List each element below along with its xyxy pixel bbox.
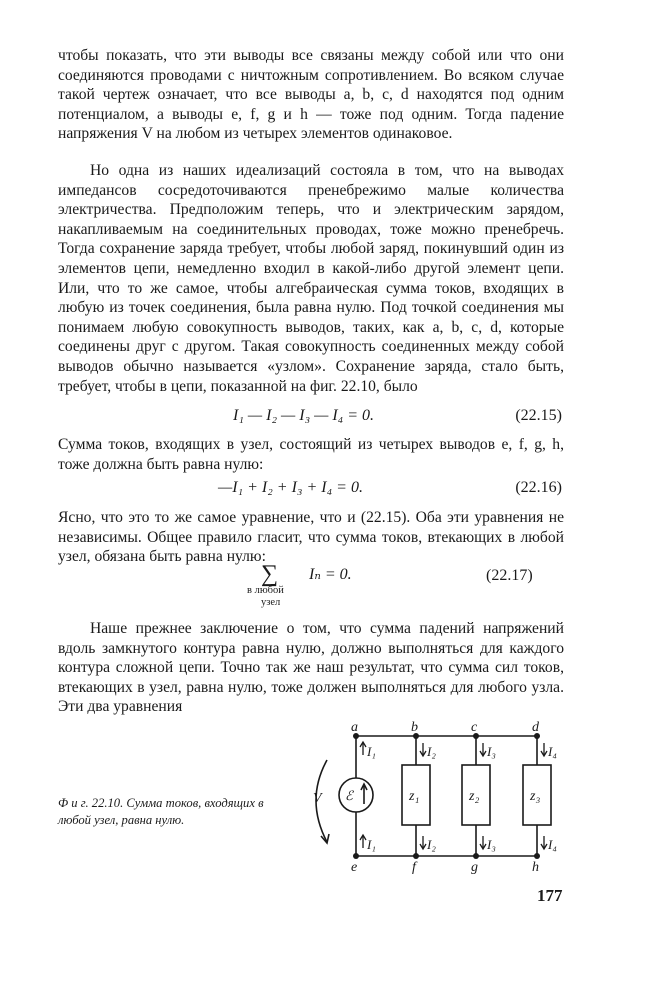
summation-subscript-line1: в любой [247, 585, 284, 596]
equation-22-16-expr: —I₁ + I₂ + I₃ + I₄ = 0. [218, 479, 363, 496]
summation-sign: ∑ [261, 561, 279, 587]
impedance-label-z2: z₂ [469, 789, 480, 804]
current-label-top-2: I₂ [427, 744, 436, 759]
node-label-c: c [471, 720, 478, 735]
page-number: 177 [537, 886, 563, 905]
node-label-d: d [532, 720, 539, 735]
figure-caption: Ф и г. 22.10. Сумма токов, входящих в любой узел, равна нулю. [58, 796, 264, 827]
current-label-top-3: I₃ [487, 744, 496, 759]
current-label-bottom-2: I₂ [427, 837, 436, 852]
node-label-a: a [351, 720, 358, 735]
equation-22-15-number: (22.15) [515, 407, 562, 424]
current-label-bottom-4: I₄ [548, 837, 557, 852]
paragraph-1: чтобы показать, что эти выводы все связаны между собой или что они соединяются проводами с ничтожным сопротивлением. Во всяком случае такой чертеж означает, что все выводы a, b, c, d находятся под одним потенциалом, а выводы e, f, g и h — тоже под одним. Тогда падение напряжения V на любом из четырех элементов одинаковое. [58, 47, 564, 143]
node-h [534, 853, 540, 859]
current-label-bottom-1: I₁ [367, 837, 376, 852]
paragraph-2: Но одна из наших идеализаций состояла в том, что на выводах импедансов сосредоточиваются пренебрежимо малые количества электричества. Предположим теперь, что и электрическим зарядом, накапливаемым на соединительных проводах, тоже можно пренебречь. Тогда сохранение заряда требует, чтобы любой заряд, покинувший один из элементов цепи, немедленно входил в какой-либо другой элемент цепи. Или, что то же самое, чтобы алгебраическая сумма токов, входящих в любую из точек соединения, была равна нулю. Под точкой соединения мы понимаем любую совокупность выводов, таких, как a, b, c, d, которые соединены друг с другом. Такая совокупность соединенных между собой выводов обычно называется «узлом». Сохранение заряда, стало быть, требует, чтобы в цепи, показанной на фиг. 22.10, было [58, 162, 564, 395]
node-label-b: b [411, 720, 418, 735]
node-f [413, 853, 419, 859]
summation-subscript-line2: узел [261, 597, 281, 608]
current-label-top-4: I₄ [548, 744, 557, 759]
node-label-h: h [532, 860, 539, 875]
source-symbol: ℰ [345, 788, 353, 803]
node-g [473, 853, 479, 859]
impedance-label-z3: z₃ [530, 789, 541, 804]
paragraph-3: Сумма токов, входящих в узел, состоящий из четырех выводов e, f, g, h, тоже должна быть равна нулю: [58, 436, 564, 473]
equation-22-16-number: (22.16) [515, 479, 562, 496]
current-label-bottom-3: I₃ [487, 837, 496, 852]
equation-22-17-expr: Iₙ = 0. [309, 566, 352, 583]
equation-22-15-expr: I₁ — I₂ — I₃ — I₄ = 0. [233, 407, 375, 424]
node-e [353, 853, 359, 859]
current-label-top-1: I₁ [367, 744, 376, 759]
impedance-label-z1: z₁ [409, 789, 420, 804]
voltage-label: V [313, 791, 322, 806]
node-label-f: f [412, 860, 416, 875]
paragraph-4: Ясно, что это то же самое уравнение, что и (22.15). Оба эти уравнения не независимы. Общее правило гласит, что сумма токов, втекающих в любой узел, обязана быть равна нулю: [58, 509, 564, 566]
equation-22-17-number: (22.17) [486, 567, 533, 584]
paragraph-5: Наше прежнее заключение о том, что сумма падений напряжений вдоль замкнутого контура равна нулю, должно выполняться для каждого контура сложной цепи. Точно так же наш результат, что сумма сил токов, втекающих в узел, равна нулю, тоже должен выполняться для любого узла. Эти два уравнения [58, 620, 564, 716]
node-label-e: e [351, 860, 358, 875]
node-label-g: g [471, 860, 478, 875]
